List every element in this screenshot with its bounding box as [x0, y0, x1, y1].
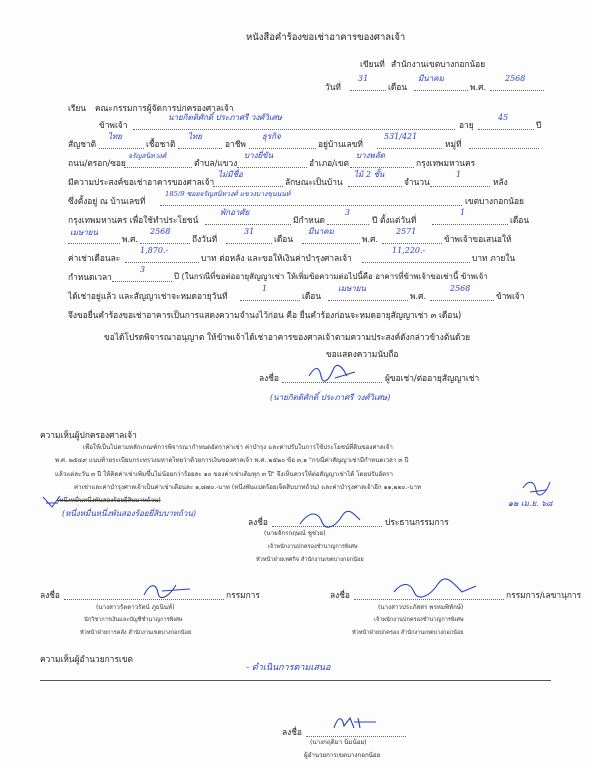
label-bangkoknoi: เขตบางกอกน้อย: [465, 196, 524, 206]
label-moo: หมู่ที่: [445, 139, 462, 149]
right-signature: [390, 578, 480, 600]
label-bangkok: กรุงเทพมหานคร: [416, 158, 476, 168]
written-at-label: เขียนที่: [360, 59, 385, 69]
label-applicant: ข้าพเจ้า: [99, 120, 128, 130]
approval-initial: [520, 478, 554, 498]
label-shrine: มีความประสงค์ขอเช่าอาคารของศาลเจ้า: [68, 177, 215, 187]
district-sign-label: ลงชื่อ: [282, 727, 302, 737]
label-end-day: ถึงวันที่: [192, 234, 218, 244]
request-text: ขอได้โปรดพิจารณาอนุญาต ให้ข้าพเจ้าได้เช่าอาคารของศาลเจ้าตามความประสงค์ดังกล่าวข้างต้นด้วย: [104, 332, 471, 342]
applicant-name: นายกิตติศักดิ์ ประภาศรี วงศ์วิเศษ: [168, 113, 282, 122]
start-month: เมษายน: [70, 228, 98, 237]
label-years: ปี: [536, 120, 542, 130]
label-maintenance: บาท ต่อหลัง และขอให้เงินค่าบำรุงศาลเจ้า: [201, 253, 352, 263]
label-period: กำหนดเวลา: [68, 272, 112, 282]
opinion-para-3: แล้วแต่ละวัน ๓ ปี ให้คิดค่าเช่าเพิ่มขึ้นไม่น้อยกว่าร้อยละ ๑๐ ของค่าเช่าเดิมทุก ๓ ปี" จึงเห็นควรให้ต่อสัญญาเช่าได้ โดยปรับอัตรา: [55, 471, 393, 478]
respect-text: ขอแสดงความนับถือ: [326, 349, 399, 359]
applicant-role: ผู้ขอเช่า/ต่ออายุสัญญาเช่า: [385, 373, 480, 383]
expiry-year: 2568: [450, 284, 471, 293]
salutation-label: เรียน: [68, 103, 86, 113]
district-signature: [330, 712, 382, 734]
label-house-no: อยู่บ้านเลขที่: [318, 139, 363, 149]
label-term: มีกำหนด: [293, 215, 325, 225]
left-position-1: นักวิชาการเงินและบัญชีชำนาญการพิเศษ: [84, 617, 183, 623]
label-monthly-rent: ค่าเช่าเดือนละ: [68, 253, 121, 263]
district-position: ผู้อำนวยการเขตบางกอกน้อย: [304, 752, 381, 759]
end-month: มีนาคม: [308, 227, 334, 236]
date-month: มีนาคม: [418, 74, 444, 83]
label-expiry-year: พ.ศ.: [410, 291, 427, 301]
label-within: บาท ภายใน: [472, 253, 516, 263]
location-address: 185/9 ซอยจรัญสนิทวงศ์ แขวงบางขุนนนท์: [165, 190, 291, 198]
district-decision: - ดำเนินการตามเสนอ: [246, 663, 331, 673]
label-road: ถนน/ตรอก/ซอย: [68, 158, 126, 168]
end-year: 2571: [396, 227, 417, 236]
date-year: 2568: [505, 74, 526, 83]
end-day: 31: [244, 227, 255, 236]
chair-position-2: หัวหน้าฝ่ายเทศกิจ สำนักงานเขตบางกอกน้อย: [256, 557, 364, 563]
month-label: เดือน: [388, 82, 408, 92]
district-header: ความเห็นผู้อำนวยการเขต: [40, 654, 133, 664]
chair-position-1: เจ้าพนักงานปกครองชำนาญการพิเศษ: [268, 544, 358, 550]
road: จรัญสนิทวงศ์: [128, 152, 167, 160]
label-location: ซึ่งตั้งอยู่ ณ บ้านเลขที่: [68, 196, 146, 206]
purpose: พักอาศัย: [220, 208, 250, 217]
house-no: 531/421: [384, 132, 418, 141]
label-start-day: ปี ตั้งแต่วันที่: [372, 215, 417, 225]
right-position-1: เจ้าพนักงานปกครองชำนาญการพิเศษ: [374, 617, 464, 623]
label-end-month: เดือน: [274, 234, 294, 244]
label-expiry: ได้เช่าอยู่แล้ว และสัญญาเช่าจะหมดอายุวันที่: [68, 291, 228, 301]
left-sign-label: ลงชื่อ: [40, 590, 60, 600]
right-position-2: หัวหน้าฝ่ายปกครอง สำนักงานเขตบางกอกน้อย: [352, 630, 464, 636]
label-house-type: ลักษณะเป็นบ้าน: [285, 177, 343, 187]
label-subdistrict: ตำบล/แขวง: [194, 158, 238, 168]
chair-signature: [296, 508, 366, 530]
margin-initial: [40, 493, 64, 511]
left-position-2: หัวหน้าฝ่ายการคลัง สำนักงานเขตบางกอกน้อย: [80, 630, 192, 636]
expiry-day: 1: [262, 284, 268, 293]
label-unit: หลัง: [493, 177, 508, 187]
shrine-name: ไม่มีชื่อ: [218, 170, 243, 179]
chair-name: (นายจักรกฤษณ์ ชูช่วย): [264, 530, 326, 537]
start-day: 1: [460, 208, 466, 217]
nationality: ไทย: [108, 132, 122, 141]
label-count: จำนวน: [404, 177, 430, 187]
period-years: 3: [140, 265, 146, 274]
label-propose: ข้าพเจ้าขอเสนอให้: [444, 234, 512, 244]
label-applicant2: ข้าพเจ้า: [496, 291, 525, 301]
opinion-correction: (หนึ่งหมื่นหนึ่งพันสองร้อยยี่สิบบาทถ้วน): [62, 509, 196, 518]
subdistrict: บางยี่ขัน: [244, 151, 274, 160]
monthly-rent: 1,870.-: [140, 246, 169, 255]
opinion-para-2: พ.ศ. ๒๕๔๙ แนบท้ายระเบียบกระทรวงมหาดไทยว่าด้วยการเงินของศาลเจ้า พ.ศ. ๒๕๒๐ ข้อ ๓.๑ "กรณีค่าสัญญาเช่ามีกำหนดเวลา ๓ ปี: [55, 457, 409, 464]
label-nationality: สัญชาติ: [68, 139, 97, 149]
race: ไทย: [188, 132, 202, 141]
maintenance-fee: 11,220.-: [392, 246, 426, 255]
date-day: 31: [358, 74, 369, 83]
house-type: ไม้ 2 ชั้น: [354, 170, 385, 179]
label-expiry-month: เดือน: [302, 291, 322, 301]
left-name: (นางสาวรัตดาวรัตน์ ภูธนินท์): [96, 604, 175, 611]
applicant-printed-name: (นายกิตติศักดิ์ ประภาศรี วงศ์วิเศษ): [270, 393, 391, 402]
applicant-signature: [305, 362, 365, 384]
date-label: วันที่: [325, 82, 341, 92]
applicant-age: 45: [498, 113, 509, 122]
notice-text: จึงขอยื่นคำร้องขอเช่าอาคารเป็นการแสดงความจำนงไว้ก่อน คือ ยื่นคำร้องก่อนจะหมดอายุสัญญาเช่า ๓ เดือน): [68, 310, 462, 320]
district-name: (นางกฤติมา นิ่มน้อย): [310, 739, 367, 746]
left-signature: [140, 579, 196, 601]
year-label: พ.ศ.: [470, 82, 487, 92]
written-at-value: สำนักงานเขตบางกอกน้อย: [391, 59, 486, 69]
occupation: ธุรกิจ: [262, 132, 281, 141]
label-purpose: กรุงเทพมหานคร เพื่อใช้ทำประโยชน์: [68, 215, 199, 225]
label-occupation: อาชีพ: [225, 139, 246, 149]
label-start-year: พ.ศ.: [122, 234, 139, 244]
expiry-month: เมษายน: [338, 284, 366, 293]
chair-sign-label: ลงชื่อ: [248, 517, 268, 527]
start-year: 2568: [150, 227, 171, 236]
opinion-para-1: เพื่อให้เป็นไปตามหลักเกณฑ์การพิจารณากำหนดอัตราค่าเช่า ค่าบำรุง และค่าปรับในการใช้ประโยชน์ที่ดินของศาลเจ้า: [83, 444, 393, 451]
salutation: คณะกรรมการผู้จัดการปกครองศาลเจ้า: [95, 103, 234, 113]
label-start-month: เดือน: [510, 215, 530, 225]
left-role: กรรมการ: [226, 590, 260, 600]
district: บางพลัด: [356, 151, 385, 160]
term-years: 3: [345, 208, 351, 217]
initial-date: ๑๒ เม.ย. ๖๘: [508, 499, 553, 508]
house-count: 1: [456, 170, 462, 179]
document-title: หนังสือคำร้องขอเช่าอาคารของศาลเจ้า: [246, 32, 406, 43]
label-end-year: พ.ศ.: [362, 234, 379, 244]
right-name: (นางสาวประภัสสร พรหมพิทักษ์): [378, 604, 464, 611]
renewal-text: ปี (ในกรณีที่ขอต่ออายุสัญญาเช่า ให้เพิ่มข้อความต่อไปนี้คือ อาคารที่ข้าพเจ้าขอเช่านี้ ข้าพเจ้า: [174, 272, 488, 281]
opinion-header: ความเห็นผู้ปกครองศาลเจ้า: [40, 430, 137, 440]
applicant-sign-label: ลงชื่อ: [259, 373, 279, 383]
chair-role: ประธานกรรมการ: [385, 517, 449, 527]
label-race: เชื้อชาติ: [146, 139, 176, 149]
right-role: กรรมการ/เลขานุการ: [506, 590, 582, 600]
right-sign-label: ลงชื่อ: [330, 590, 350, 600]
opinion-para-4: ค่าเช่าและค่าบำรุงศาลเจ้าเป็นค่าเช่าเดือนละ ๑,๘๗๐.-บาท (หนึ่งพันแปดร้อยเจ็ดสิบบาทถ้วน) และค่าบำรุงศาลเจ้าอีก ๑๑,๒๒๐.-บาท: [74, 484, 422, 491]
label-district: อำเภอ/เขต: [309, 158, 349, 168]
label-age: อายุ: [459, 120, 474, 130]
opinion-para-5-struck: (หนึ่งหมื่นหนึ่งพันสองร้อยยี่สิบบาทถ้วน): [57, 497, 161, 504]
